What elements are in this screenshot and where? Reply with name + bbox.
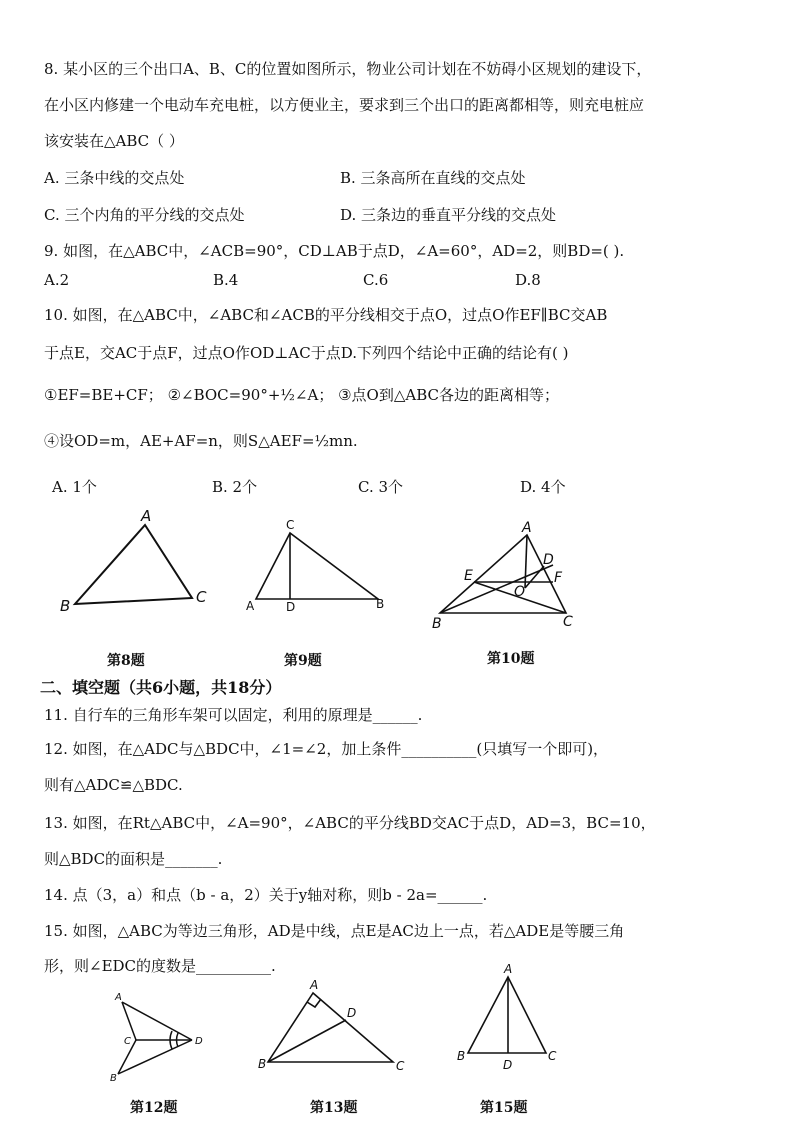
fig8-label-c: C — [196, 588, 207, 606]
fig10-bisector-b — [440, 565, 553, 613]
fig15-label-c: C — [548, 1049, 557, 1063]
q14-text-line1: 14. 点（3，a）和点（b - a，2）关于y轴对称，则b - 2a=______. — [44, 886, 488, 904]
fig13-right-angle-mark — [307, 999, 321, 1007]
q10-text-line2: 于点E，交AC于点F，过点O作OD⊥AC于点D.下列四个结论中正确的结论有( ) — [44, 344, 569, 362]
fig13-label-a: A — [310, 978, 319, 992]
section-2-title: 二、填空题（共6小题，共18分） — [40, 678, 282, 697]
fig12-caption: 第12题 — [130, 1100, 178, 1116]
q13-text-line2: 则△BDC的面积是_______. — [44, 850, 223, 868]
fig13-label-c: C — [396, 1059, 405, 1073]
figure-8 — [75, 525, 192, 604]
q9-option-c: C.6 — [363, 271, 389, 289]
fig9-triangle — [256, 533, 378, 599]
fig12-segment-ac — [122, 1002, 136, 1040]
fig8-caption: 第8题 — [107, 653, 145, 669]
fig13-caption: 第13题 — [310, 1100, 358, 1116]
fig8-label-b: B — [60, 597, 71, 615]
fig12-segment-ad — [122, 1002, 192, 1040]
fig10-label-o: O — [514, 584, 526, 600]
fig15-label-d: D — [503, 1058, 513, 1072]
fig9-label-d: D — [286, 600, 296, 614]
q10-text-line1: 10. 如图，在△ABC中，∠ABC和∠ACB的平分线相交于点O，过点O作EF∥BC交AB — [44, 306, 608, 324]
fig13-bisector-bd — [268, 1020, 346, 1062]
q8-text-line2: 在小区内修建一个电动车充电桩，以方便业主，要求到三个出口的距离都相等，则充电桩应 — [44, 96, 645, 114]
fig12-angle-mark-1 — [177, 1033, 179, 1047]
fig10-segment-oa — [525, 535, 527, 588]
fig9-label-c: C — [286, 518, 295, 532]
q15-text-line2: 形，则∠EDC的度数是__________. — [44, 957, 276, 975]
fig15-triangle — [468, 977, 546, 1053]
q8-option-c: C. 三个内角的平分线的交点处 — [44, 206, 245, 224]
q11-text-line1: 11. 自行车的三角形车架可以固定，利用的原理是______. — [44, 706, 423, 724]
fig10-label-d: D — [543, 552, 554, 568]
fig10-label-a: A — [522, 520, 532, 536]
fig15-label-b: B — [457, 1049, 466, 1063]
q9-text-line1: 9. 如图，在△ABC中，∠ACB=90°，CD⊥AB于点D，∠A=60°，AD=2，则BD=( ). — [44, 242, 625, 260]
fig10-bisector-c — [474, 582, 566, 613]
q15-text-line1: 15. 如图，△ABC为等边三角形，AD是中线，点E是AC边上一点，若△ADE是等腰三角 — [44, 922, 625, 940]
figure-15 — [468, 977, 546, 1053]
q8-option-a: A. 三条中线的交点处 — [44, 169, 185, 187]
fig12-label-d: D — [195, 1036, 203, 1047]
fig10-caption: 第10题 — [487, 651, 535, 667]
fig15-label-a: A — [504, 962, 513, 976]
q10-option-c: C. 3个 — [358, 478, 404, 496]
fig8-triangle — [75, 525, 192, 604]
q10-text-line3: ①EF=BE+CF； ②∠BOC=90°+½∠A； ③点O到△ABC各边的距离相等； — [44, 386, 559, 404]
fig8-label-a: A — [141, 507, 152, 525]
fig15-caption: 第15题 — [480, 1100, 528, 1116]
fig9-caption: 第9题 — [284, 653, 322, 669]
fig13-triangle — [268, 993, 393, 1062]
fig13-label-d: D — [347, 1006, 357, 1020]
q9-option-d: D.8 — [515, 271, 541, 289]
q10-option-d: D. 4个 — [520, 478, 566, 496]
q10-option-b: B. 2个 — [212, 478, 258, 496]
fig10-label-b: B — [432, 616, 442, 632]
fig12-label-b: B — [110, 1073, 117, 1084]
fig10-label-c: C — [563, 614, 573, 630]
fig12-label-c: C — [124, 1036, 131, 1047]
fig10-triangle — [440, 535, 566, 613]
fig10-label-f: F — [554, 570, 563, 586]
q8-option-d: D. 三条边的垂直平分线的交点处 — [340, 206, 557, 224]
fig12-label-a: A — [115, 992, 122, 1003]
fig10-segment-od — [525, 566, 544, 588]
q12-text-line1: 12. 如图，在△ADC与△BDC中，∠1=∠2，加上条件__________(只填写一个即可)， — [44, 740, 609, 758]
q10-option-a: A. 1个 — [52, 478, 97, 496]
fig9-label-a: A — [246, 599, 255, 613]
q8-option-b: B. 三条高所在直线的交点处 — [340, 169, 526, 187]
figure-12 — [118, 1002, 192, 1074]
q10-text-line4: ④设OD=m，AE+AF=n，则S△AEF=½mn. — [44, 432, 358, 450]
q13-text-line1: 13. 如图，在Rt△ABC中，∠A=90°，∠ABC的平分线BD交AC于点D，AD=3，BC=10， — [44, 814, 656, 832]
q9-option-b: B.4 — [213, 271, 239, 289]
figure-13 — [268, 993, 393, 1062]
figure-9 — [256, 533, 378, 599]
fig12-angle-mark-2 — [170, 1031, 172, 1049]
fig13-label-b: B — [258, 1057, 267, 1071]
q8-text-line3: 该安装在△ABC（ ） — [44, 132, 184, 150]
fig12-segment-bd — [118, 1040, 192, 1074]
q12-text-line2: 则有△ADC≌△BDC. — [44, 776, 183, 794]
q8-text-line1: 8. 某小区的三个出口A、B、C的位置如图所示，物业公司计划在不妨碍小区规划的建设下， — [44, 60, 652, 78]
fig10-label-e: E — [464, 568, 473, 584]
q9-option-a: A.2 — [44, 271, 70, 289]
fig12-segment-bc — [118, 1040, 136, 1074]
figure-10 — [440, 535, 566, 613]
fig9-label-b: B — [376, 597, 385, 611]
